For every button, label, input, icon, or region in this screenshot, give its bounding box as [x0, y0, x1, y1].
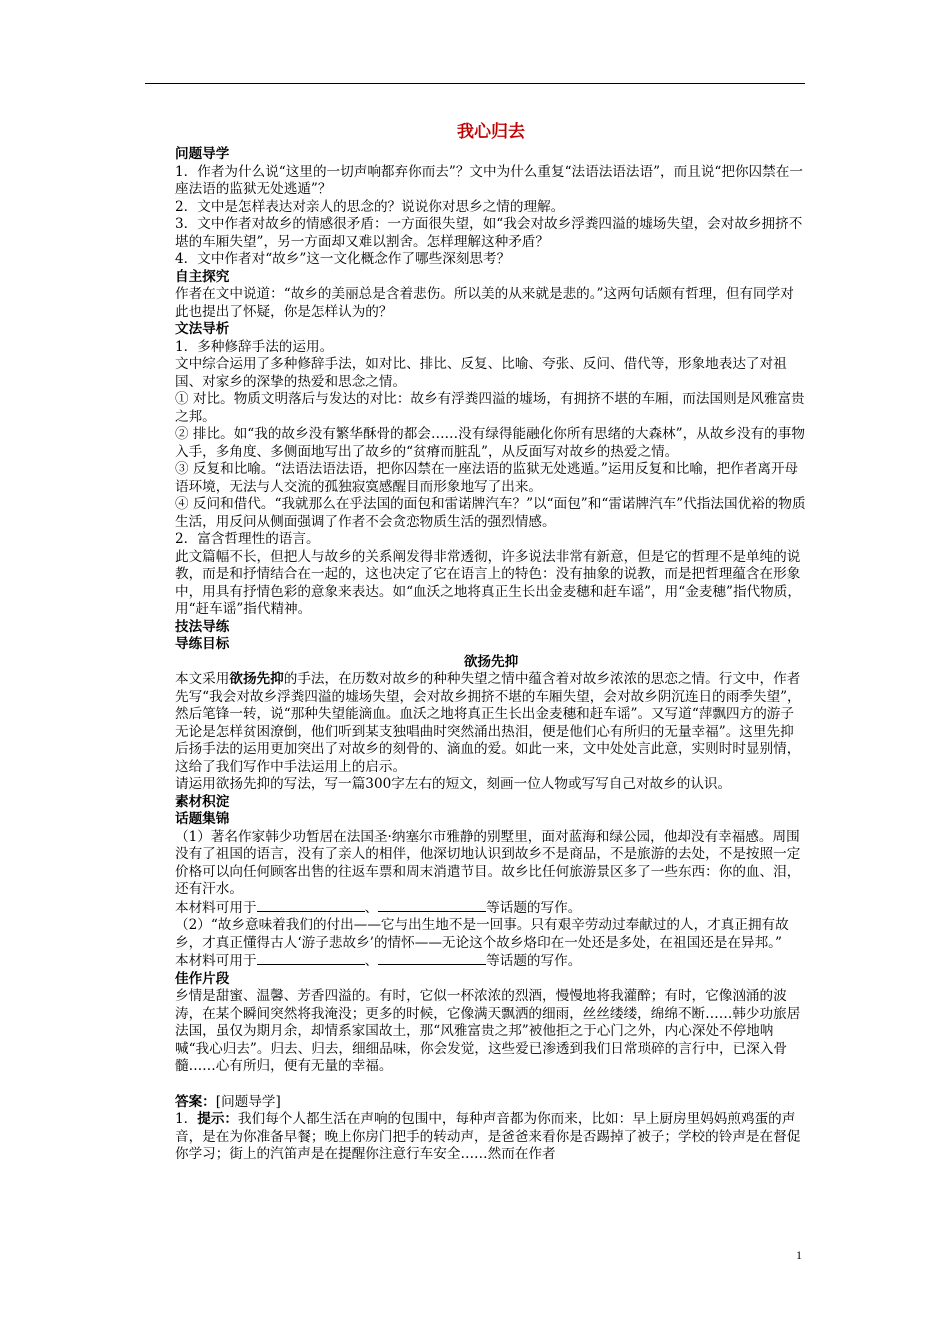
question-3: 3．文中作者对故乡的情感很矛盾：一方面很失望，如“我会对故乡浮粪四溢的墟场失望，会对故乡拥挤不堪的车厢失望”，另一方面却又难以割舍。怎样理解这种矛盾？ [175, 216, 803, 250]
answer-heading [175, 1094, 807, 1112]
wenfa-paragraph: ① 对比。物质文明落后与发达的对比：故乡有浮粪四溢的墟场，有拥挤不堪的车厢，而法国则是风雅富贵之邦。 [175, 391, 805, 425]
zizhu-text: 作者在文中说道：“故乡的美丽总是含着悲伤。所以美的从来就是悲的。”这两句话颇有哲理，但有同学对此也提出了怀疑，你是怎样认为的？ [175, 286, 794, 320]
jifa-task: 请运用欲扬先抑的写法，写一篇300字左右的短文，刻画一位人物或写写自己对故乡的认识。 [175, 776, 732, 792]
material-1-usage [175, 899, 807, 918]
wenfa-item-1: 1．多种修辞手法的运用。 [175, 338, 334, 355]
jifa-text-bold: 欲扬先抑 [229, 671, 284, 687]
material-2-usage [175, 952, 807, 971]
wenfa-item-2: 2．富含哲理性的语言。 [175, 531, 320, 547]
page-title: 我心归去 [457, 122, 525, 142]
material-2: （2）“故乡意味着我们的付出——它与出生地不是一回事。只有艰辛劳动过奉献过的人，才真正拥有故乡，才真正懂得古人‘游子悲故乡’的情怀——无论这个故乡烙印在一处还是多处，在祖国还是在异邦。” [175, 917, 789, 951]
answer-1-text: 我们每个人都生活在声响的包围中，每种声音都为你而来，比如：早上厨房里妈妈煎鸡蛋的声音，是在为你准备早餐；晚上你房门把手的转动声，是爸爸来看你是否踢掉了被子；学校的铃声是在督促你学习；街上的汽笛声是在提醒你注意行车安全……然而在作者 [175, 1111, 801, 1162]
answer-1-label: 提示： [197, 1111, 239, 1127]
page-number: 1 [796, 1248, 802, 1262]
wenfa-paragraph: 此文篇幅不长，但把人与故乡的关系阐发得非常透彻，许多说法非常有新意，但是它的哲理不是单纯的说教，而是和抒情结合在一起的，这也决定了它在语言上的特色：没有抽象的说教，而是把哲理蕴含在形象中，用具有抒情色彩的意象来表达。如“血沃之地将真正生长出金麦穗和赶车谣”，用“金麦穗”指代物质，用“赶车谣”指代精神。 [175, 548, 801, 617]
wenfa-paragraph: 文中综合运用了多种修辞手法，如对比、排比、反复、比喻、夸张、反问、借代等，形象地表达了对祖国、对家乡的深挚的热爱和思念之情。 [175, 356, 787, 390]
jiazuo-text: 乡情是甜蜜、温馨、芳香四溢的。有时，它似一杯浓浓的烈酒，慢慢地将我灌醉；有时，它像汹涌的波涛，在某个瞬间突然将我淹没；更多的时候，它像满天飘洒的细雨，丝丝缕缕，绵绵不断……韩少功旅居法国，虽仅为期月余，却情系家国故土，那“风雅富贵之邦”被他拒之于心门之外，内心深处不停地呐喊“我心归去”。归去、归去，细细品味，你会发觉，这些爱已渗透到我们日常琐碎的言行中，已深入骨髓……心有所归，便有无量的幸福。 [175, 988, 801, 1074]
usage-pre: 本材料可用于 [175, 899, 257, 916]
material-1: （1）著名作家韩少功暂居在法国圣·纳塞尔市雅静的别墅里，面对蓝海和绿公园，他却没有幸福感。周围没有了祖国的语言，没有了亲人的相伴，他深切地认识到故乡不是商品，不是旅游的去处，不是按照一定价格可以向任何顾客出售的往返车票和周末消遣节目。故乡比任何旅游景区多了一些东西：你的血、泪，还有汗水。 [175, 828, 801, 897]
usage-pre: 本材料可用于 [175, 953, 257, 969]
answer-1-num: 1． [175, 1111, 198, 1127]
wenfa-paragraph: ④ 反问和借代。“我就那么在乎法国的面包和雷诺牌汽车？”以“面包”和“雷诺牌汽车”代指法国优裕的物质生活，用反问从侧面强调了作者不会贪恋物质生活的强烈情感。 [175, 496, 806, 530]
section-heading-sucai: 素材积淀 [175, 793, 230, 810]
usage-post: 等话题的写作。 [486, 953, 582, 969]
question-2: 2．文中是怎样表达对亲人的思念的？说说你对思乡之情的理解。 [175, 198, 565, 215]
spacer [175, 1076, 807, 1094]
section-heading-jiazuo: 佳作片段 [175, 970, 230, 987]
fill-blank[interactable] [378, 899, 486, 912]
jifa-text-pre: 本文采用 [175, 671, 230, 687]
fill-blank[interactable] [257, 952, 365, 965]
question-1: 1．作者为什么说“这里的一切声响都弃你而去”？文中为什么重复“法语法语法语”，而且说“把你囚禁在一座法语的监狱无处逃遁”？ [175, 163, 803, 197]
wenfa-paragraph: ② 排比。如“我的故乡没有繁华酥骨的都会……没有绿得能融化你所有思绪的大森林”，从故乡没有的事物入手，多角度、多侧面地写出了故乡的“贫瘠而脏乱”，从反面写对故乡的热爱之情。 [175, 426, 805, 460]
subheading-huati: 话题集锦 [175, 811, 230, 827]
answer-1 [175, 1111, 807, 1164]
jifa-text-post: 的手法，在历数对故乡的种种失望之情中蕴含着对故乡浓浓的思恋之情。行文中，作者先写“我会对故乡浮粪四溢的墟场失望，会对故乡拥挤不堪的车厢失望，会对故乡阴沉连日的雨季失望”，然后笔锋一转，说“那种失望能滴血。血沃之地将真正生长出金麦穗和赶车谣”。又写道“萍飘四方的游子无论是怎样贫困潦倒，他们听到某支独唱曲时突然涌出热泪，便是他们心有所归的无量幸福”。这里先抑后扬手法的运用更加突出了对故乡的刻骨的、滴血的爱。如此一来，文中处处言此意，实则时时显别情，这给了我们写作中手法运用上的启示。 [175, 671, 801, 775]
usage-post: 等话题的写作。 [486, 899, 582, 916]
usage-mid: 、 [364, 953, 379, 969]
section-heading-jifa: 技法导练 [175, 618, 230, 635]
center-heading-yuyang: 欲扬先抑 [463, 653, 519, 670]
document-body [175, 120, 807, 1164]
fill-blank[interactable] [257, 899, 365, 912]
fill-blank[interactable] [378, 952, 486, 965]
answer-label: 答案： [175, 1093, 216, 1110]
answer-section: [问题导学] [215, 1093, 281, 1110]
wenfa-paragraph: ③ 反复和比喻。“法语法语法语，把你囚禁在一座法语的监狱无处逃遁。”运用反复和比喻，把作者离开母语环境，无法与人交流的孤独寂寞感醒目而形象地写了出来。 [175, 461, 799, 495]
section-heading-wenfa: 文法导析 [175, 321, 230, 337]
section-heading-wenti: 问题导学 [175, 146, 230, 162]
header-rule [145, 83, 805, 84]
section-heading-zizhu: 自主探究 [175, 268, 230, 285]
question-4: 4．文中作者对“故乡”这一文化概念作了哪些深刻思考？ [175, 251, 511, 267]
jifa-paragraph [175, 671, 807, 776]
subheading-daolian: 导练目标 [175, 636, 230, 652]
usage-mid: 、 [364, 899, 379, 916]
